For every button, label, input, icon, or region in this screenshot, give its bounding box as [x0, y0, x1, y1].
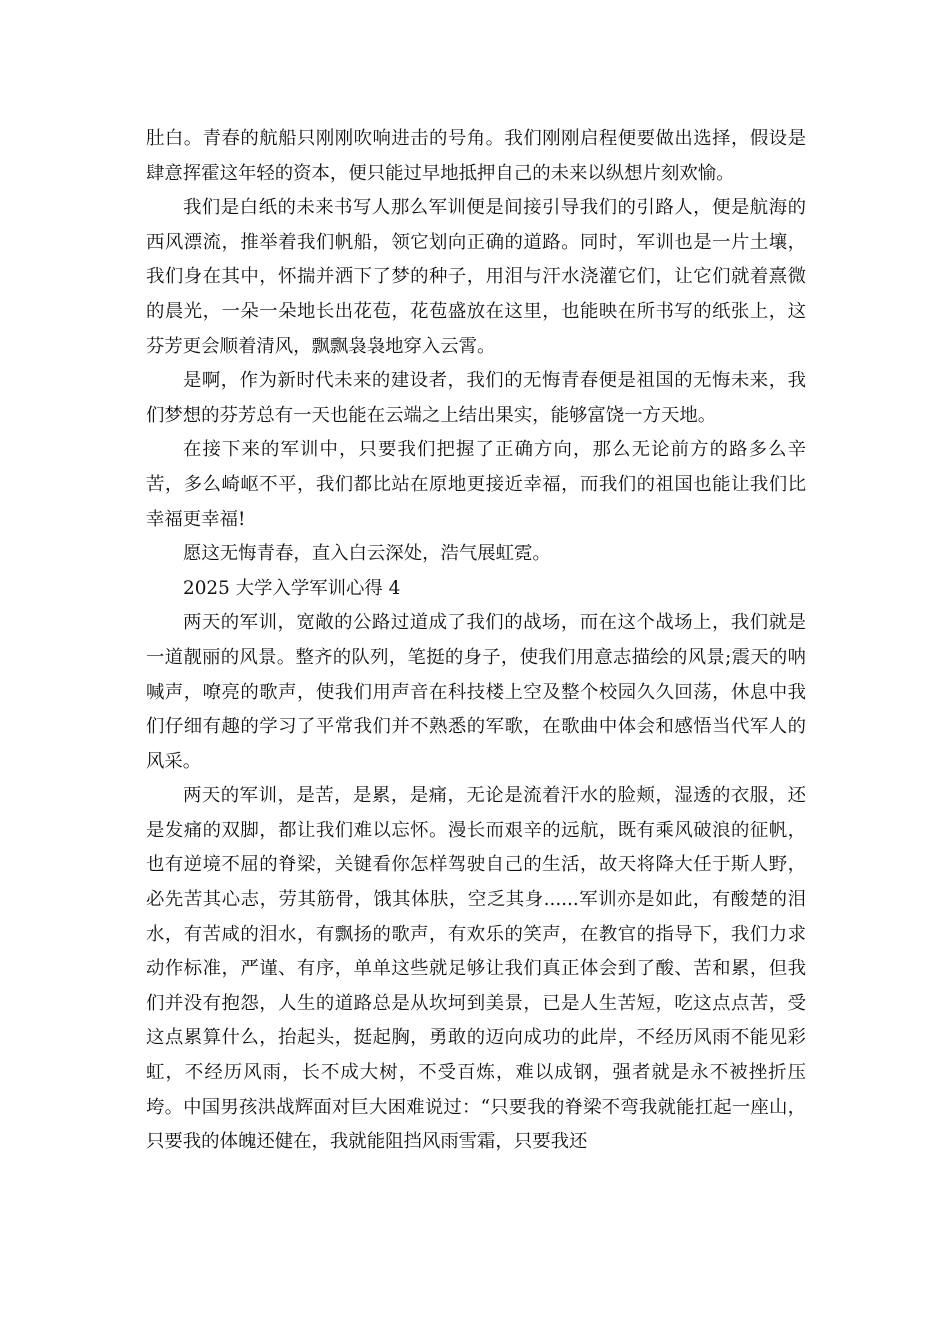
section-paragraph-1: 两天的军训，宽敞的公路过道成了我们的战场，而在这个战场上，我们就是一道靓丽的风景。整齐的队列，笔挺的身子，使我们用意志描绘的风景;震天的呐喊声，嘹亮的歌声，使我们用声音在科技楼上空及整个校园久久回荡，休息中我们仔细有趣的学习了平常我们并不熟悉的军歌，在歌曲中体会和感悟当代军人的风采。: [146, 612, 806, 772]
document-body: [146, 122, 806, 1160]
section-paragraph-2: 两天的军训，是苦，是累，是痛，无论是流着汗水的脸颊，湿透的衣服，还是发痛的双脚，都让我们难以忘怀。漫长而艰辛的远航，既有乘风破浪的征帆，也有逆境不屈的脊梁，关键看你怎样驾驶自己的生活，故天将降大任于斯人野，必先苦其心志，劳其筋骨，饿其体肤，空乏其身......军训亦是如此，有酸楚的泪水，有苦咸的泪水，有飘扬的歌声，有欢乐的笑声，在教官的指导下，我们力求动作标准，严谨、有序，单单这些就足够让我们真正体会到了酸、苦和累，但我们并没有抱怨，人生的道路总是从坎坷到美景，已是人生苦短，吃这点点苦，受这点累算什么，抬起头，挺起胸，勇敢的迈向成功的此岸，不经历风雨不能见彩虹，不经历风雨，长不成大树，不受百炼，难以成钢，强者就是永不被挫折压垮。中国男孩洪战辉面对巨大困难说过：“只要我的脊梁不弯我就能扛起一座山，只要我的体魄还健在，我就能阻挡风雨雪霜，只要我还: [146, 785, 806, 1153]
paragraph-2: 我们是白纸的未来书写人那么军训便是间接引导我们的引路人，便是航海的西风漂流，推举着我们帆船，领它划向正确的道路。同时，军训也是一片土壤，我们身在其中，怀揣并洒下了梦的种子，用泪与汗水浇灌它们，让它们就着熹微的晨光，一朵一朵地长出花苞，花苞盛放在这里，也能映在所书写的纸张上，这芬芳更会顺着清风，飘飘袅袅地穿入云霄。: [146, 197, 806, 357]
section-title: 2025 大学入学军训心得 4: [183, 577, 401, 599]
paragraph-3: 是啊，作为新时代未来的建设者，我们的无悔青春便是祖国的无悔未来，我们梦想的芬芳总有一天也能在云端之上结出果实，能够富饶一方天地。: [146, 370, 806, 426]
paragraph-1: 肚白。青春的航船只刚刚吹响进击的号角。我们刚刚启程便要做出选择，假设是肆意挥霍这年轻的资本，便只能过早地抵押自己的未来以纵想片刻欢愉。: [146, 128, 806, 184]
paragraph-4: 在接下来的军训中，只要我们把握了正确方向，那么无论前方的路多么辛苦，多么崎岖不平，我们都比站在原地更接近幸福，而我们的祖国也能让我们比幸福更幸福!: [146, 439, 806, 530]
paragraph-5: 愿这无悔青春，直入白云深处，浩气展虹霓。: [183, 543, 551, 565]
